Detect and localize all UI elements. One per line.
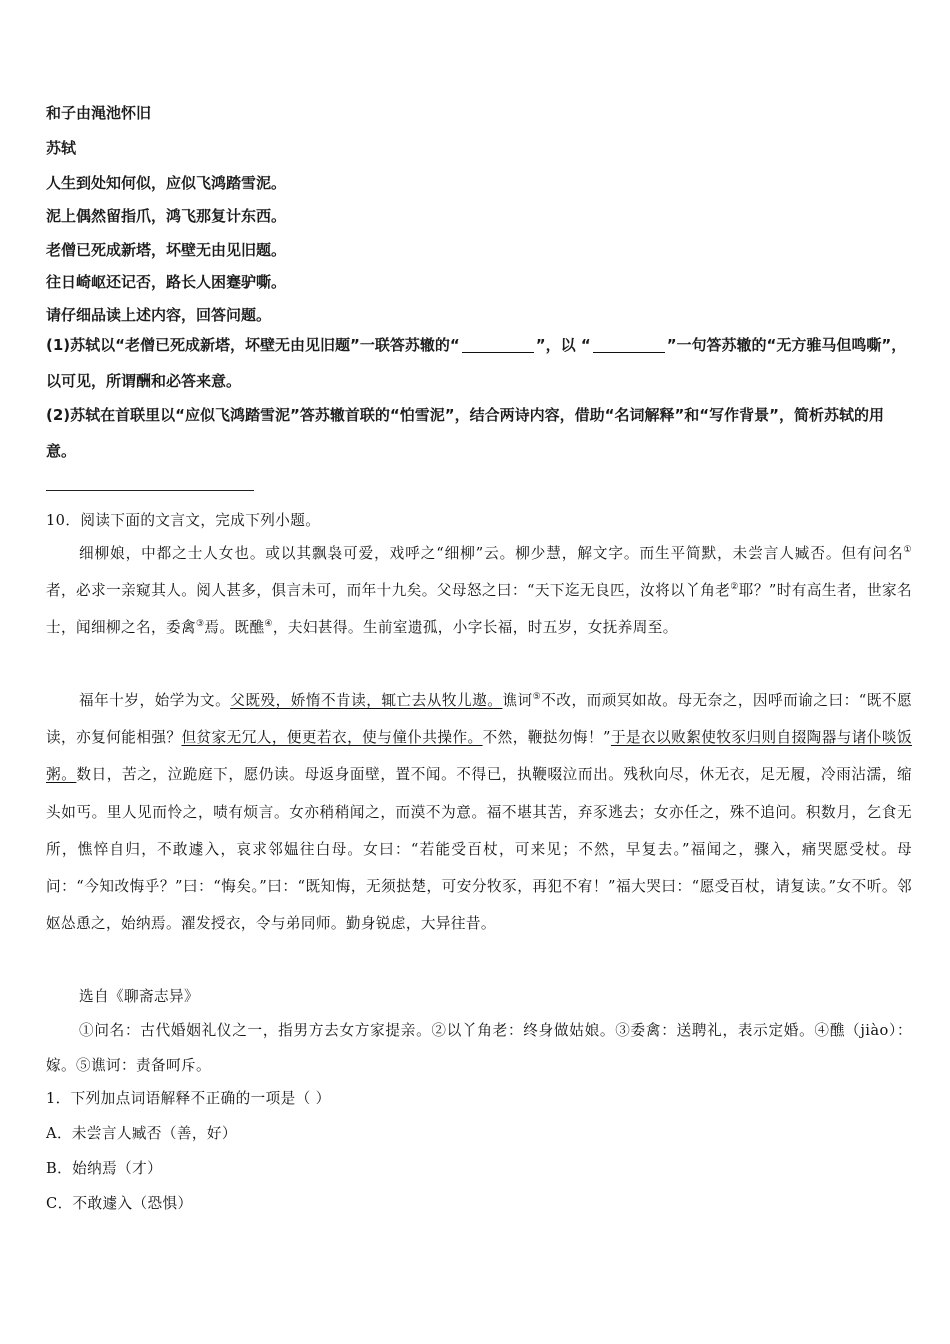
passage-paragraph-1 xyxy=(46,535,912,647)
passage-text: 焉。既醮 xyxy=(204,619,265,637)
passage-text: 福年十岁，始学为文。 xyxy=(79,692,231,709)
passage-source: 选自《聊斋志异》 xyxy=(79,988,199,1005)
footnote-marker: ② xyxy=(730,582,739,593)
underlined-sentence-2: 但贫家无冗人，便更若衣，使与僮仆共操作。 xyxy=(181,729,483,747)
question-instruction: 请仔细品读上述内容，回答问题。 xyxy=(46,306,272,324)
poem-title: 和子由渑池怀旧 xyxy=(46,104,152,122)
poem-line-1: 人生到处知何似，应似飞鸿踏雪泥。 xyxy=(46,174,287,192)
passage-text: 者，必求一亲窥其人。阅人甚多，俱言未可，而年十九矣。父母怒之曰：“天下迄无良匹，汝将以丫角老 xyxy=(46,582,731,600)
passage-text: 不然，鞭挞勿悔！” xyxy=(482,729,611,747)
question-1 xyxy=(46,327,908,399)
footnote-marker: ③ xyxy=(195,619,205,630)
answer-line[interactable] xyxy=(46,490,254,491)
question-2: (2)苏轼在首联里以“应似飞鸿踏雪泥”答苏辙首联的“怕雪泥”，结合两诗内容，借助“名词解释”和“写作背景”，简析苏轼的用意。 xyxy=(46,406,885,460)
poem-author: 苏轼 xyxy=(46,139,77,157)
footnotes: ①问名：古代婚姻礼仪之一，指男方去女方家提亲。②以丫角老：终身做姑娘。③委禽：送聘礼，表示定婚。④醮（jiào）：嫁。⑤谯诃：责备呵斥。 xyxy=(46,1022,912,1074)
option-a[interactable]: A．未尝言人臧否（善，好） xyxy=(46,1125,237,1142)
passage-text: 耶？”时有高生者，世家名士，闻细柳之名，委禽 xyxy=(46,582,912,637)
option-c[interactable]: C．不敢遽入（恐惧） xyxy=(46,1195,193,1212)
question-1-part-a: (1)苏轼以“老僧已死成新塔，坏壁无由见旧题”一联答苏辙的“ xyxy=(46,336,460,354)
passage-paragraph-2 xyxy=(46,682,912,942)
poem-line-3: 老僧已死成新塔，坏壁无由见旧题。 xyxy=(46,241,287,259)
poem-line-2: 泥上偶然留指爪，鸿飞那复计东西。 xyxy=(46,207,287,225)
passage-text: 不改，而顽冥如故。母无奈之，因呼而谕之曰：“既不愿读，亦复何能相强？ xyxy=(46,692,913,747)
footnote-marker: ⑤ xyxy=(532,692,542,702)
passage-text: 细柳娘，中都之士人女也。或以其飘袅可爱，戏呼之“细柳”云。柳少慧，解文字。而生平简默，未尝言人臧否。但有问名 xyxy=(79,545,904,562)
poem-line-4: 往日崎岖还记否，路长人困蹇驴嘶。 xyxy=(46,273,287,291)
underlined-sentence-3: 于是衣以败絮使牧豕归则自掇陶器与诸仆啖饭粥。 xyxy=(46,729,912,784)
question-10-heading: 10．阅读下面的文言文，完成下列小题。 xyxy=(46,512,321,529)
passage-text: ，夫妇甚得。生前室遗孤，小字长福，时五岁，女抚养周至。 xyxy=(272,619,678,637)
subquestion-1-stem: 1．下列加点词语解释不正确的一项是（ ） xyxy=(46,1090,331,1107)
answer-blank-1[interactable] xyxy=(462,338,534,353)
footnote-marker: ① xyxy=(903,545,912,555)
passage-text: 数日，苦之，泣跪庭下，愿仍读。母返身面壁，置不闻。不得已，执鞭啜泣而出。残秋向尽，休无衣，足无履，冷雨沾濡，缩头如丐。里人见而怜之，啧有烦言。女亦稍稍闻之，而漠不为意。福不堪其苦，弃豕逃去；女亦任之，殊不追问。积数月，乞食无所，憔悴自归，不敢遽入，哀求邻媪往白母。女曰：“若能受百杖，可来见；不然，早复去。”福闻之，骤入，痛哭愿受杖。母问：“今知改悔乎？”曰：“悔矣。”曰：“既知悔，无须挞楚，可安分牧豕，再犯不宥！”福大哭曰：“愿受百杖，请复读。”女不听。邻妪怂恿之，始纳焉。濯发授衣，令与弟同师。勤身锐虑，大异往昔。 xyxy=(46,766,912,933)
underlined-sentence-1: 父既殁，娇惰不肯读，辄亡去从牧儿遨。 xyxy=(230,692,503,709)
footnote-marker: ④ xyxy=(264,619,273,630)
answer-blank-2[interactable] xyxy=(593,338,665,353)
question-1-part-c: ”一句答苏辙的“无方骓马但鸣嘶”，以可见，所谓酬和必答来意。 xyxy=(46,336,907,390)
question-1-part-b: ”，以 “ xyxy=(535,336,591,354)
passage-text: 谯诃 xyxy=(502,692,533,709)
option-b[interactable]: B．始纳焉（才） xyxy=(46,1160,163,1177)
